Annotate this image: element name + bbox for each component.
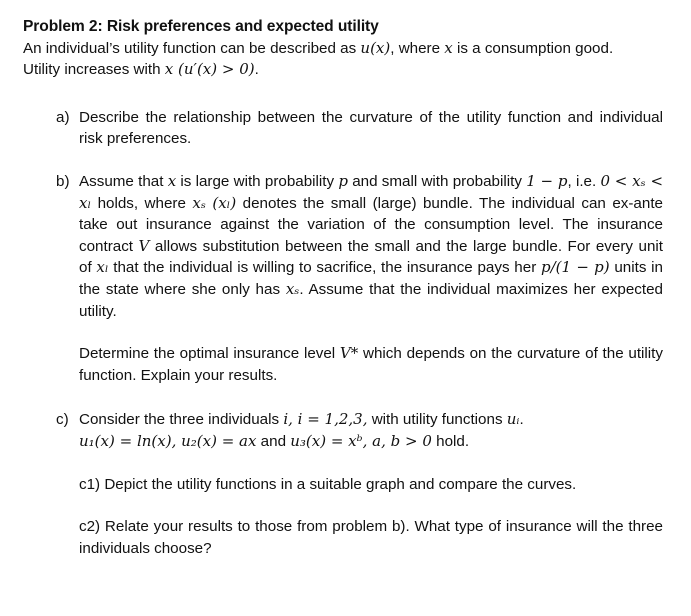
question-c1: c1) Depict the utility functions in a suitable graph and compare the curves. — [79, 475, 577, 493]
q-b-math: 1 − p — [526, 171, 568, 190]
intro-text: Utility increases with — [23, 61, 165, 79]
q-c-text: hold. — [431, 432, 470, 450]
q-c-math: u₃(x) = xᵇ, a, b > 0 — [290, 431, 432, 450]
q-c-text: with utility functions — [367, 411, 507, 429]
q-b-text: and small with probability — [347, 172, 527, 190]
q-c-math: uᵢ — [506, 410, 520, 429]
q-b-math: p/(1 − p) — [540, 258, 610, 277]
intro-text: is a consumption good. — [452, 39, 614, 57]
q-b-math: x — [167, 171, 177, 190]
problem-intro — [23, 38, 663, 81]
intro-text: . — [254, 61, 259, 79]
q-b-math: (xₗ) — [212, 193, 237, 212]
question-a — [23, 107, 663, 150]
q-b-text: that the individual is willing to sacrifice, the insurance pays her — [108, 259, 541, 277]
problem-title: Problem 2: Risk preferences and expected utility — [23, 18, 379, 35]
q-c-text: and — [256, 432, 291, 450]
q-b-text: Assume that — [79, 172, 168, 190]
question-b-text — [79, 171, 663, 322]
q-b-math: V* — [339, 344, 359, 363]
q-b-text: denotes the small (large) bundle. The individual can ex-ante take out insurance against the variation of the consumption level. The insurance contract — [79, 194, 663, 255]
q-b-math: p — [338, 171, 348, 190]
q-b-math: xₛ — [192, 193, 206, 212]
q-b-math: xₛ — [285, 279, 300, 298]
q-b-text: holds, where — [91, 194, 193, 212]
q-b-text: allows substitution between the small and the large bundle. For every unit of — [79, 237, 663, 277]
q-c-math: i, i = 1,2,3, — [283, 410, 368, 429]
q-b-math: V — [138, 236, 150, 255]
intro-text: An individual’s utility function can be described as — [23, 39, 361, 57]
q-b-text: Determine the optimal insurance level — [79, 345, 340, 363]
problem-page — [23, 16, 663, 559]
q-b-text: , i.e. — [567, 172, 601, 190]
q-b-text: is large with probability — [176, 172, 339, 190]
question-c — [23, 409, 663, 559]
intro-math-x: x — [444, 38, 453, 57]
question-b — [23, 171, 663, 386]
question-c-text — [79, 409, 663, 452]
q-c-math: u₁(x) = ln(x), u₂(x) = ax — [79, 431, 257, 450]
intro-text: , where — [390, 39, 445, 57]
q-b-text: units in the state where she only has — [79, 259, 663, 298]
q-b-text: which depends on the curvature of the utility function. Explain your results. — [79, 345, 663, 384]
question-b-label: b) — [56, 172, 70, 190]
question-b-determine — [79, 343, 663, 386]
intro-math-u: u(x) — [360, 38, 391, 57]
intro-math-derivative: x (u′(x) > 0) — [164, 60, 255, 79]
q-b-math: xₗ — [96, 258, 109, 277]
q-b-math: 0 < xₛ < xₗ — [79, 171, 664, 212]
q-b-text: . Assume that the individual maximizes her expected utility. — [79, 280, 663, 320]
question-c2: c2) Relate your results to those from problem b). What type of insurance will the three individuals choose? — [79, 518, 663, 557]
question-c-label: c) — [56, 411, 69, 429]
question-a-label: a) — [56, 108, 70, 126]
q-c-text: . — [519, 411, 524, 429]
question-a-text: Describe the relationship between the curvature of the utility function and individual risk preferences. — [79, 108, 663, 148]
q-c-text: Consider the three individuals — [79, 411, 284, 429]
